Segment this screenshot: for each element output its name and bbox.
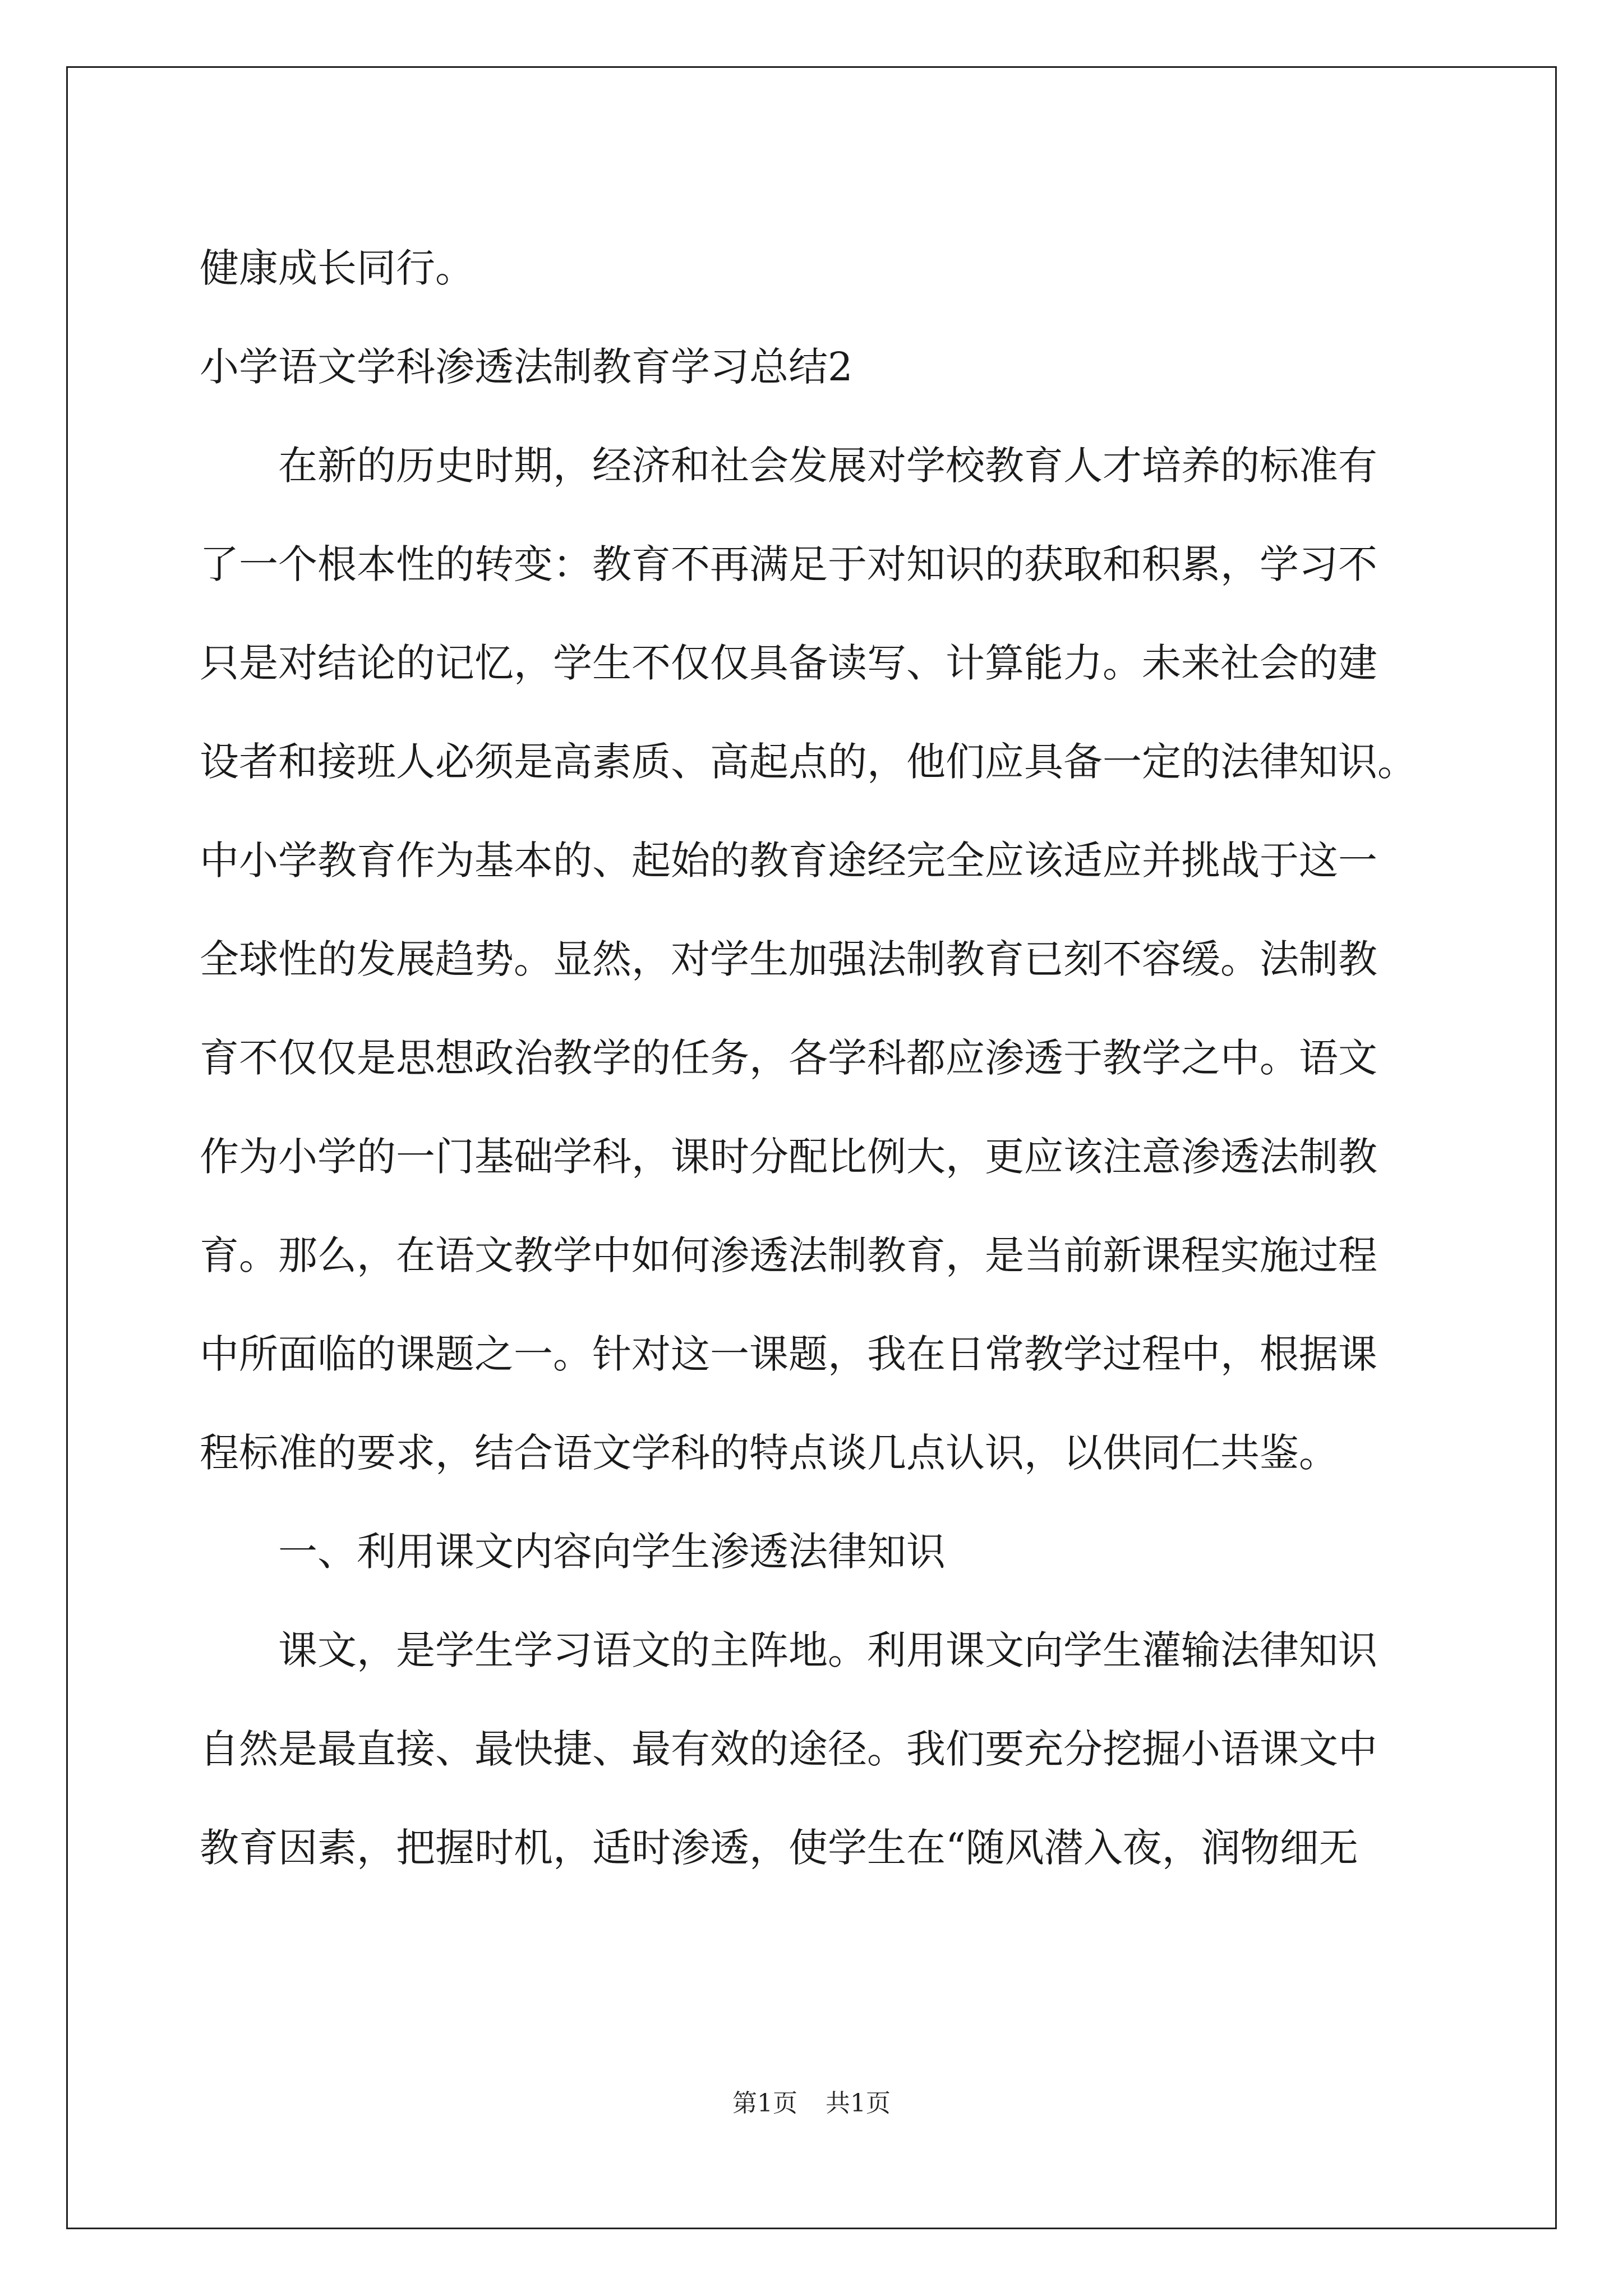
- paragraph-start: 在新的历史时期，经济和社会发展对学校教育人才培养的标准有: [278, 443, 1377, 489]
- page-footer: [0, 2087, 1623, 2120]
- paragraph-start: 课文，是学生学习语文的主阵地。利用课文向学生灌输法律知识: [278, 1627, 1377, 1673]
- text-line: 程标准的要求，结合语文学科的特点谈几点认识，以供同仁共鉴。: [200, 1430, 1338, 1476]
- text-line: 了一个根本性的转变：教育不再满足于对知识的获取和积累，学习不: [200, 541, 1377, 587]
- section-heading: 一、利用课文内容向学生渗透法律知识: [278, 1529, 946, 1575]
- text-line: 作为小学的一门基础学科，课时分配比例大，更应该注意渗透法制教: [200, 1134, 1377, 1180]
- text-line: 自然是最直接、最快捷、最有效的途径。我们要充分挖掘小语课文中: [200, 1726, 1377, 1772]
- page-number: 第1页: [732, 2089, 797, 2118]
- document-body: [200, 219, 1478, 1897]
- text-line: 健康成长同行。: [200, 245, 474, 291]
- text-line: 设者和接班人必须是高素质、高起点的，他们应具备一定的法律知识。: [200, 739, 1417, 785]
- text-line: 全球性的发展趋势。显然，对学生加强法制教育已刻不容缓。法制教: [200, 936, 1377, 982]
- page-count: 共1页: [826, 2089, 891, 2118]
- text-line: 中所面临的课题之一。针对这一课题，我在日常教学过程中，根据课: [200, 1331, 1377, 1377]
- section-title: 小学语文学科渗透法制教育学习总结2: [200, 344, 853, 390]
- text-line: 教育因素，把握时机，适时渗透，使学生在“随风潜入夜，润物细无: [200, 1825, 1358, 1871]
- text-line: 育不仅仅是思想政治教学的任务，各学科都应渗透于教学之中。语文: [200, 1035, 1377, 1081]
- text-line: 育。那么，在语文教学中如何渗透法制教育，是当前新课程实施过程: [200, 1232, 1377, 1278]
- text-line: 只是对结论的记忆，学生不仅仅具备读写、计算能力。未来社会的建: [200, 640, 1377, 686]
- text-line: 中小学教育作为基本的、起始的教育途经完全应该适应并挑战于这一: [200, 838, 1377, 884]
